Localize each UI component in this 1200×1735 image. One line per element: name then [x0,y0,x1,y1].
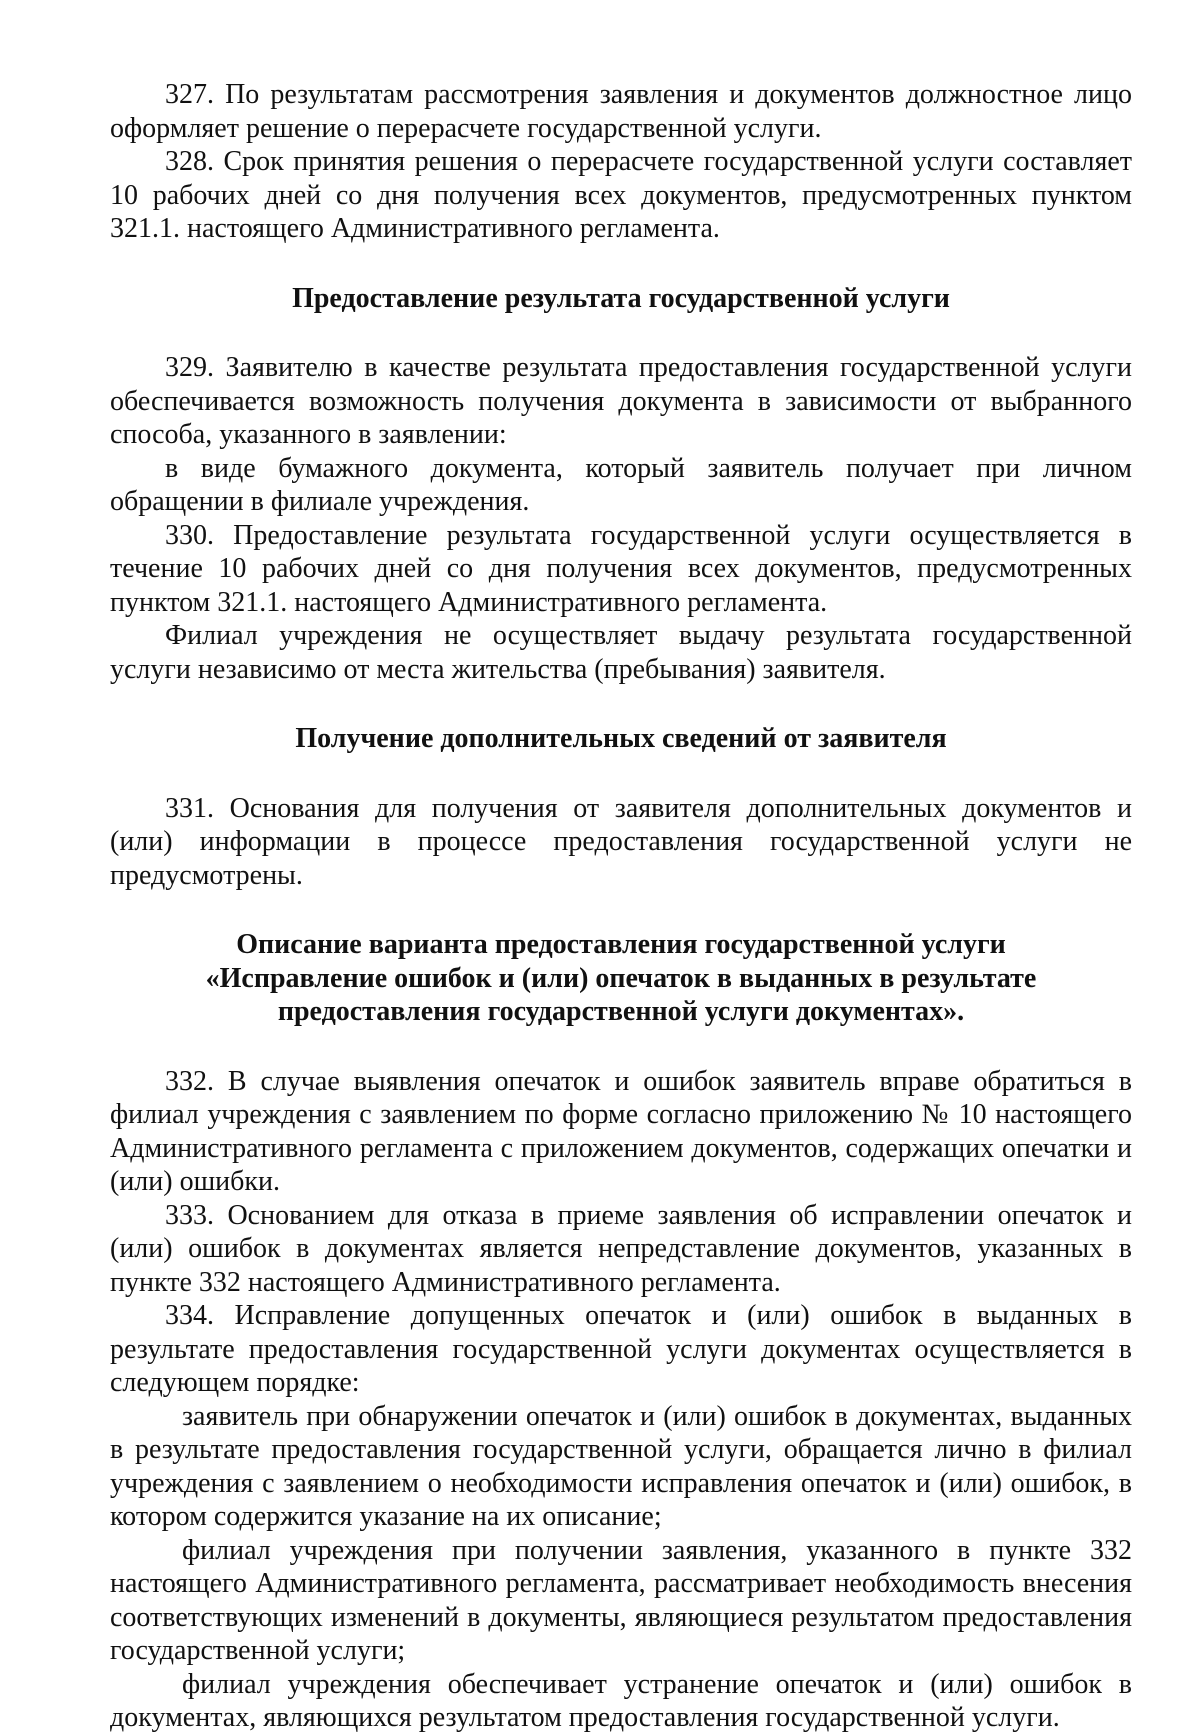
paragraph-329-paper-document: в виде бумажного документа, который заявитель получает при личном обращении в филиале учреждения. [110,452,1132,517]
section-heading-corrections-line-3: предоставления государственной услуги документах». [277,996,965,1027]
paragraph-333: 333. Основанием для отказа в приеме заявления об исправлении опечаток и (или) ошибок в документах является непредставление документов, указанных в пункте 332 настоящего Административного регламента. [110,1199,1132,1298]
paragraph-334-branch-review: филиал учреждения при получении заявления, указанного в пункте 332 настоящего Административного регламента, рассматривает необходимость внесения соответствующих изменений в документы, являющиеся результатом предоставления государственной услуги; [110,1534,1132,1666]
paragraph-330: 330. Предоставление результата государственной услуги осуществляется в течение 10 рабочих дней со дня получения всех документов, предусмотренных пунктом 321.1. настоящего Административного регламента. [110,519,1132,618]
paragraph-330-branch: Филиал учреждения не осуществляет выдачу результата государственной услуги независимо от места жительства (пребывания) заявителя. [110,620,1132,685]
paragraph-332: 332. В случае выявления опечаток и ошибок заявитель вправе обратиться в филиал учреждения с заявлением по форме согласно приложению № 10 настоящего Административного регламента с приложением документов, содержащих опечатки и (или) ошибки. [110,1065,1132,1197]
paragraph-334-branch-fix: филиал учреждения обеспечивает устранение опечаток и (или) ошибок в документах, являющихся результатом предоставления государственной услуги. [110,1668,1132,1733]
paragraph-328: 328. Срок принятия решения о перерасчете государственной услуги составляет 10 рабочих дней со дня получения всех документов, предусмотренных пунктом 321.1. настоящего Административного регламента. [110,146,1132,244]
section-heading-additional-info: Получение дополнительных сведений от заявителя [295,723,947,754]
document-page [110,78,1132,1735]
paragraph-329: 329. Заявителю в качестве результата предоставления государственной услуги обеспечивается возможность получения документа в зависимости от выбранного способа, указанного в заявлении: [110,352,1132,450]
paragraph-334-applicant: заявитель при обнаружении опечаток и (или) ошибок в документах, выданных в результате предоставления государственной услуги, обращается лично в филиал учреждения с заявлением о необходимости исправления опечаток и (или) ошибок, в котором содержится указание на их описание; [110,1400,1132,1532]
section-heading-result: Предоставление результата государственной услуги [292,282,950,314]
section-heading-corrections [110,928,1132,1029]
section-heading-corrections-line-1: Описание варианта предоставления государственной услуги [236,929,1006,960]
paragraph-331: 331. Основания для получения от заявителя дополнительных документов и (или) информации в процессе предоставления государственной услуги не предусмотрены. [110,792,1132,891]
paragraph-327: 327. По результатам рассмотрения заявления и документов должностное лицо оформляет решение о перерасчете государственной услуги. [110,79,1132,144]
section-heading-corrections-line-2: «Исправление ошибок и (или) опечаток в выданных в результате [205,962,1037,994]
paragraph-334: 334. Исправление допущенных опечаток и (или) ошибок в выданных в результате предоставления государственной услуги документах осуществляется в следующем порядке: [110,1300,1132,1398]
